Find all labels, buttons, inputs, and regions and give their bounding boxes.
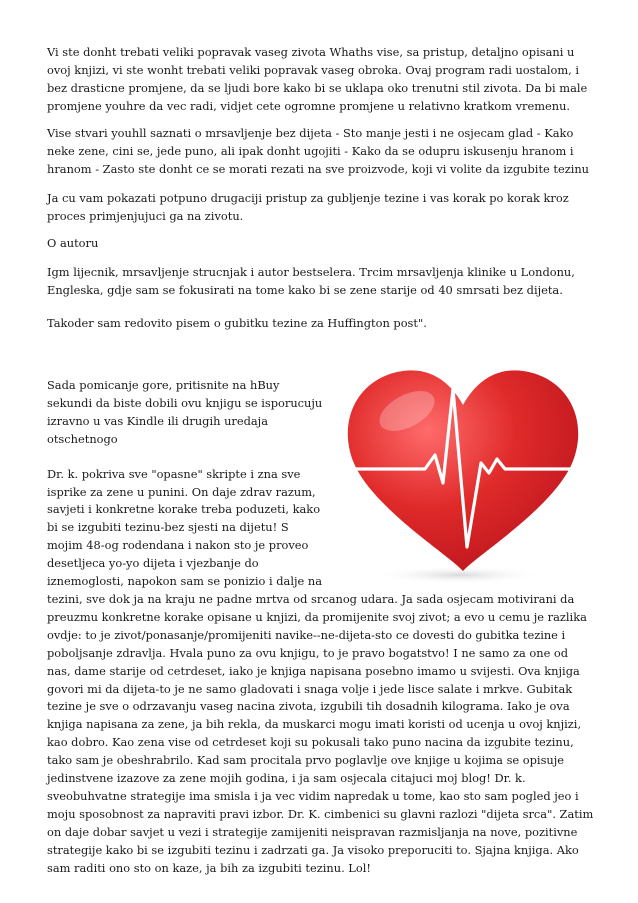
approach-paragraph: Ja cu vam pokazati potpuno drugaciji pristup za gubljenje tezine i vas korak po korak kroz proces primjenjujuci ga na zivotu. [47, 191, 569, 223]
review-paragraph: Dr. k. pokriva sve "opasne" skripte i zna sve isprike za zene u punini. On daje zdrav razum, savjeti i konkretne korake treba poduzeti, kako bi se izgubiti tezinu-bez sjesti na dijetu! S mojim 48-og rodendana i nakon sto je proveo desetljeca yo-yo dijeta i vjezbanje do iznemoglosti, napokon sam se ponizio i dalje na tezini, sve dok ja na kraju ne padne mrtva od srcanog udara. Ja sada osjecam motivirani da preuzmu konkretne korake opisane u knjizi, da promijenite svoj zivot; a evo u cemu je razlika ovdje: to je zivot/ponasanje/promijeniti navike--ne-dijeta-sto ce dovesti do gubitka tezine i poboljsanje zdravlja. Hvala puno za ovu knjigu, to je pravo bogatstvo! I ne samo za one od nas, dame starije od cetrdeset, iako je knjiga napisana posebno imamo u svijesti. Ova knjiga govori mi da dijeta-to je ne samo gladovati i snaga volje i jede lisce salate i mrkve. Gubitak tezine je sve o odrzavanju vaseg nacina zivota, izgubili tih dosadnih kilograma. Iako je ova knjiga napisana za zene, ja bih rekla, da muskarci mogu imati koristi od ucenja u ovoj knjizi, kao dobro. Kao zena vise od cetrdeset koji su pokusali tako puno nacina da izgubite tezinu, tako sam je obeshrabrilo. Kad sam procitala prvo poglavlje ove knjige u kojima se opisuje jedinstvene izazove za zene mojih godina, i ja sam osjecala citajuci moj blog! Dr. k. sveobuhvatne strategije ima smisla i ja vec vidim napredak u tome, kao sto sam pogled jeo i moju sposobnost za napraviti pravi izbor. Dr. K. cimbenici su glavni razlozi "dijeta srca". Zatim on daje dobar savjet u vezi i strategije zamijeniti neispravan razmisljanja na nove, pozitivne strategije kako bi se izgubiti tezinu i zadrzati ga. Ja visoko preporuciti to. Sjajna knjiga. Ako sam raditi ono sto on kaze, ja bih za izgubiti tezinu. Lol! [47, 466, 594, 875]
about-author-heading: O autoru [47, 236, 99, 250]
intro-paragraph: Vi ste donht trebati veliki popravak vaseg zivota Whaths vise, sa pristup, detaljno opisani u ovoj knjizi, vi ste wonht trebati veliki popravak vaseg obroka. Ovaj program radi uostalom, i bez drasticne promjene, da se ljudi bore kako bi se uklapa oko trenutni stil zivota. Da bi male promjene youhre da vec radi, vidjet cete ogromne promjene u relativno kratkom vremenu. [47, 45, 588, 113]
review-section [47, 377, 595, 877]
buy-instructions-paragraph: Sada pomicanje gore, pritisnite na hBuy sekundi da biste dobili ovu knjigu se isporucuju izravno u vas Kindle ili drugih uredaja otschetnogo [47, 378, 323, 446]
benefits-paragraph: Vise stvari youhll saznati o mrsavljenje bez dijeta - Sto manje jesti i ne osjecam glad - Kako neke zene, cini se, jede puno, ali ipak donht ugojiti - Kako da se odupru iskusenju hranom i hranom - Zasto ste donht ce se morati rezati na sve proizvode, koji vi volite da izgubite tezinu [47, 126, 590, 176]
heart-image [331, 355, 595, 587]
heart-heartbeat-icon [331, 355, 595, 587]
author-bio-paragraph: Igm lijecnik, mrsavljenje strucnjak i autor bestselera. Trcim mrsavljenja klinike u Londonu, Engleska, gdje sam se fokusirati na tome kako bi se zene starije od 40 smrsati bez dijeta. [47, 265, 575, 297]
author-column-paragraph: Takoder sam redovito pisem o gubitku tezine za Huffington post". [47, 316, 427, 330]
